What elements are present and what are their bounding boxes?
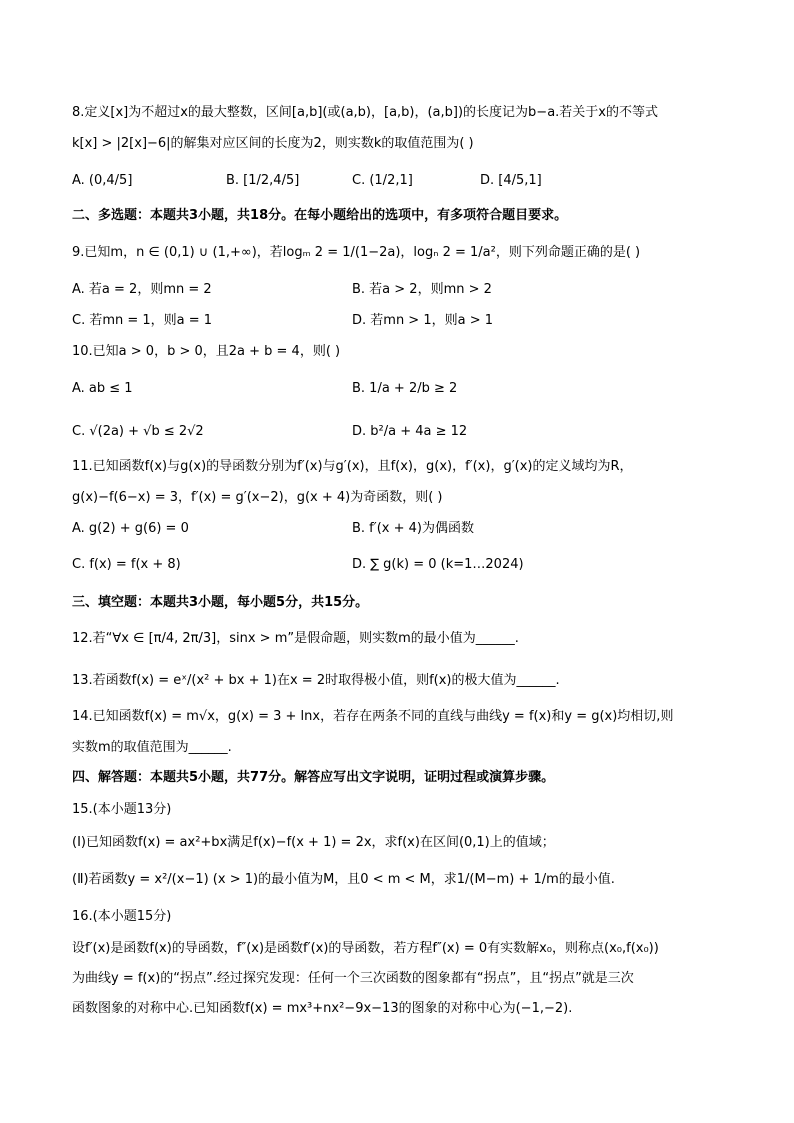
q15-title: 15.(本小题13分) <box>72 802 172 817</box>
q13-text: 13.若函数f(x) = eˣ/(x² + bx + 1)在x = 2时取得极小值，则f(x)的极大值为______. <box>72 673 560 688</box>
q14-line1: 14.已知函数f(x) = m√x，g(x) = 3 + lnx，若存在两条不同的直线与曲线y = f(x)和y = g(x)均相切,则 <box>72 709 674 724</box>
q10-option-a: A. ab ≤ 1 <box>72 381 133 396</box>
q16-title: 16.(本小题15分) <box>72 909 172 924</box>
q9-option-b: B. 若a > 2，则mn > 2 <box>352 282 492 297</box>
q11-line2: g(x)−f(6−x) = 3，f′(x) = g′(x−2)，g(x + 4)为奇函数，则( ) <box>72 490 443 505</box>
q9-option-c: C. 若mn = 1，则a = 1 <box>72 313 213 328</box>
section-2-heading: 二、多选题：本题共3小题，共18分。在每小题给出的选项中，有多项符合题目要求。 <box>72 208 568 223</box>
q10-stem: 10.已知a > 0，b > 0，且2a + b = 4，则( ) <box>72 344 341 359</box>
q10-option-d: D. b²/a + 4a ≥ 12 <box>352 424 468 439</box>
q8-option-d: D. [4/5,1] <box>480 173 542 188</box>
q11-option-d: D. ∑ g(k) = 0 (k=1…2024) <box>352 557 524 572</box>
q15-part1: (Ⅰ)已知函数f(x) = ax²+bx满足f(x)−f(x + 1) = 2x，求f(x)在区间(0,1)上的值域； <box>72 835 555 850</box>
q8-option-b: B. [1/2,4/5] <box>226 173 300 188</box>
q8-line2: k[x] > |2[x]−6|的解集对应区间的长度为2，则实数k的取值范围为( ) <box>72 136 474 151</box>
section-4-heading: 四、解答题：本题共5小题，共77分。解答应写出文字说明，证明过程或演算步骤。 <box>72 770 555 785</box>
q9-stem: 9.已知m，n ∈ (0,1) ∪ (1,+∞)，若logₘ 2 = 1/(1−2a)，logₙ 2 = 1/a²，则下列命题正确的是( ) <box>72 245 641 260</box>
q9-option-a: A. 若a = 2，则mn = 2 <box>72 282 212 297</box>
section-3-heading: 三、填空题：本题共3小题，每小题5分，共15分。 <box>72 595 369 610</box>
q8-line1: 8.定义[x]为不超过x的最大整数，区间[a,b](或(a,b)，[a,b)，(a,b])的长度记为b−a.若关于x的不等式 <box>72 105 658 120</box>
q8-option-a: A. (0,4/5] <box>72 173 133 188</box>
q16-line3: 函数图象的对称中心.已知函数f(x) = mx³+nx²−9x−13的图象的对称中心为(−1,−2). <box>72 1001 573 1016</box>
q16-line2: 为曲线y = f(x)的“拐点”.经过探究发现：任何一个三次函数的图象都有“拐点”，且“拐点”就是三次 <box>72 971 634 986</box>
q11-option-a: A. g(2) + g(6) = 0 <box>72 521 189 536</box>
q14-line2: 实数m的取值范围为______. <box>72 740 232 755</box>
q12-text: 12.若“∀x ∈ [π/4, 2π/3]，sinx > m”是假命题，则实数m的最小值为______. <box>72 631 519 646</box>
q11-option-b: B. f′(x + 4)为偶函数 <box>352 521 474 536</box>
q11-option-c: C. f(x) = f(x + 8) <box>72 557 181 572</box>
q9-option-d: D. 若mn > 1，则a > 1 <box>352 313 494 328</box>
q10-option-b: B. 1/a + 2/b ≥ 2 <box>352 381 458 396</box>
q10-option-c: C. √(2a) + √b ≤ 2√2 <box>72 424 204 439</box>
q15-part2: (Ⅱ)若函数y = x²/(x−1) (x > 1)的最小值为M，且0 < m < M，求1/(M−m) + 1/m的最小值. <box>72 872 615 887</box>
q16-line1: 设f′(x)是函数f(x)的导函数，f″(x)是函数f′(x)的导函数，若方程f″(x) = 0有实数解x₀，则称点(x₀,f(x₀)) <box>72 941 659 956</box>
q11-line1: 11.已知函数f(x)与g(x)的导函数分别为f′(x)与g′(x)，且f(x)，g(x)，f′(x)，g′(x)的定义域均为R， <box>72 459 633 474</box>
q8-option-c: C. (1/2,1] <box>352 173 413 188</box>
